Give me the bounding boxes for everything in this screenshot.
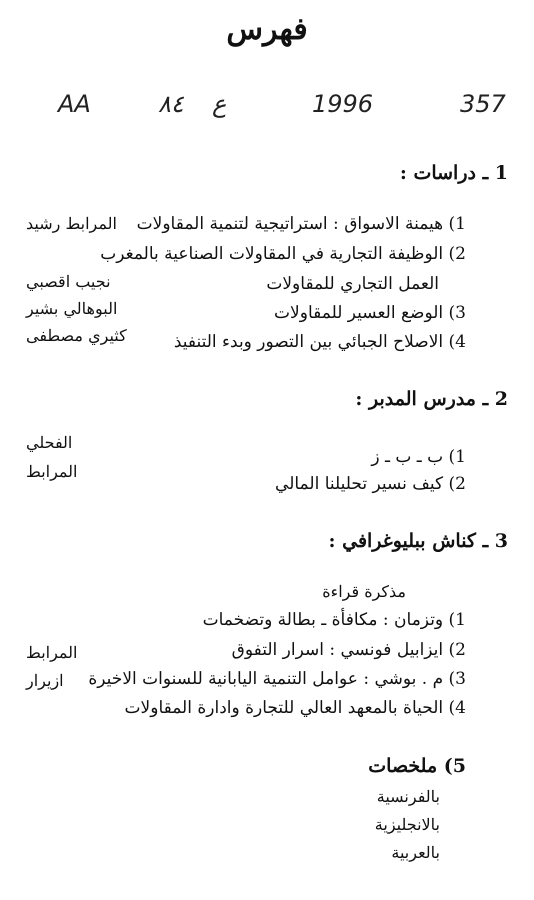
list-item: 2) الوظيفة التجارية في المقاولات الصناعية بالمغرب bbox=[100, 244, 466, 264]
list-item: 1) ب ـ ب ـ ز bbox=[371, 447, 466, 467]
item-author: المرابط bbox=[26, 643, 78, 662]
page-title: فهرس bbox=[226, 12, 308, 47]
section-heading: 3 ـ كناش ببليوغرافي : bbox=[328, 530, 508, 552]
list-item: العمل التجاري للمقاولات bbox=[266, 274, 439, 294]
list-item: بالعربية bbox=[391, 843, 440, 862]
handwritten-ref: 357 bbox=[460, 90, 506, 118]
list-item: 3) الوضع العسير للمقاولات bbox=[274, 303, 466, 323]
list-item: 2) ايزابيل فونسي : اسرار التفوق bbox=[231, 640, 466, 660]
list-item: 4) الحياة بالمعهد العالي للتجارة وادارة المقاولات bbox=[124, 698, 466, 718]
list-item: 1) وتزمان : مكافأة ـ بطالة وتضخمات bbox=[202, 610, 466, 630]
item-author: المرابط bbox=[26, 462, 78, 481]
list-item: 1) هيمنة الاسواق : استراتيجية لتنمية المقاولات bbox=[136, 214, 466, 234]
section-heading: 2 ـ مدرس المدبر : bbox=[355, 388, 508, 410]
handwritten-code: AA bbox=[58, 90, 91, 118]
item-author: المرابط رشيد bbox=[26, 214, 117, 233]
handwritten-number: ٨٤ bbox=[158, 90, 184, 118]
item-author: ازيرار bbox=[26, 671, 64, 690]
handwritten-year: 1996 bbox=[312, 90, 374, 118]
handwritten-letter: ع bbox=[212, 90, 227, 118]
section-heading: 1 ـ دراسات : bbox=[399, 162, 508, 184]
list-item: 4) الاصلاح الجبائي بين التصور وبدء التنفيذ bbox=[173, 332, 466, 352]
item-author: كثيري مصطفى bbox=[26, 326, 127, 345]
list-item: 2) كيف نسير تحليلنا المالي bbox=[275, 474, 466, 494]
item-author: البوهالي بشير bbox=[26, 299, 118, 318]
item-author: الفحلي bbox=[26, 433, 73, 452]
subheading: مذكرة قراءة bbox=[322, 582, 406, 601]
section-heading: 5) ملخصات bbox=[368, 755, 466, 777]
list-item: 3) م . بوشي : عوامل التنمية اليابانية للسنوات الاخيرة bbox=[88, 669, 466, 689]
list-item: بالانجليزية bbox=[374, 815, 440, 834]
list-item: بالفرنسية bbox=[376, 787, 440, 806]
item-author: نجيب اقصبي bbox=[26, 272, 111, 291]
